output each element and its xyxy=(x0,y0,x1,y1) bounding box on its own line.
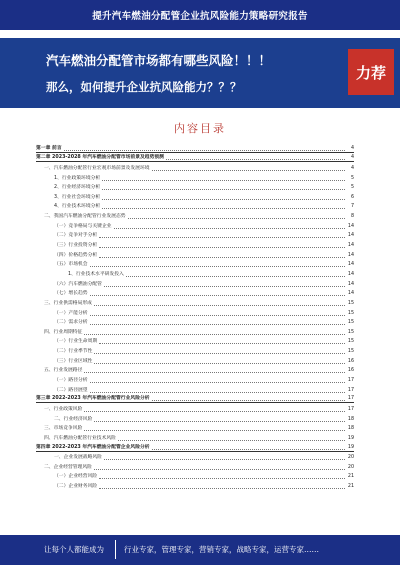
toc-entry-page: 20 xyxy=(347,464,354,470)
toc-entry-label: 四、行业周期特征 xyxy=(44,329,83,335)
toc-leader-dots xyxy=(99,247,345,248)
toc-entry-page: 17 xyxy=(347,387,354,393)
toc-leader-dots xyxy=(94,305,345,306)
toc-entry-label: （一）行业生命周期 xyxy=(54,339,98,345)
toc-leader-dots xyxy=(102,208,345,209)
toc-entry[interactable] xyxy=(36,172,354,182)
toc-entry-page: 14 xyxy=(347,281,354,287)
toc-entry[interactable] xyxy=(36,365,354,375)
toc-entry-label: 一、企业发展战略风险 xyxy=(54,455,102,461)
hero-banner xyxy=(0,38,400,108)
toc-entry-label: 2、行业经济环境分析 xyxy=(54,185,101,191)
toc-entry-page: 17 xyxy=(347,406,354,412)
toc-entry-label: 二、行业经济风险 xyxy=(54,416,93,422)
toc-entry[interactable] xyxy=(36,355,354,365)
toc-entry[interactable] xyxy=(36,259,354,269)
toc-entry[interactable] xyxy=(36,317,354,327)
toc-entry[interactable] xyxy=(36,182,354,192)
toc-entry[interactable] xyxy=(36,345,354,355)
toc-entry[interactable] xyxy=(36,210,354,220)
toc-leader-dots xyxy=(99,257,345,258)
banner-subheadline: 那么，如何提升企业抗风险能力？？？ xyxy=(46,80,242,94)
toc-entry-page: 5 xyxy=(350,175,354,181)
toc-leader-dots xyxy=(118,440,345,441)
toc-entry[interactable] xyxy=(36,442,354,452)
toc-entry[interactable] xyxy=(36,452,354,462)
toc-entry[interactable] xyxy=(36,394,354,404)
toc-entry-page: 15 xyxy=(347,300,354,306)
toc-entry-page: 14 xyxy=(347,243,354,249)
toc-entry[interactable] xyxy=(36,336,354,346)
toc-entry[interactable] xyxy=(36,297,354,307)
toc-entry-page: 20 xyxy=(347,455,354,461)
toc-leader-dots xyxy=(94,469,345,470)
recommend-seal xyxy=(348,49,394,95)
toc-leader-dots xyxy=(99,488,345,489)
toc-leader-dots xyxy=(90,392,345,393)
toc-entry-page: 15 xyxy=(347,349,354,355)
toc-entry-label: （三）行业区域性 xyxy=(54,358,93,364)
toc-entry[interactable] xyxy=(36,220,354,230)
toc-leader-dots xyxy=(94,421,345,422)
toc-leader-dots xyxy=(152,449,345,450)
toc-entry-page: 15 xyxy=(347,339,354,345)
toc-entry-label: （一）产能分析 xyxy=(54,310,88,316)
toc-entry[interactable] xyxy=(36,374,354,384)
toc-entry[interactable] xyxy=(36,384,354,394)
toc-entry-page: 6 xyxy=(350,194,354,200)
toc-entry-label: 第三章 2022-2023 年汽车燃油分配管行业风险分析 xyxy=(36,396,150,402)
toc-entry[interactable] xyxy=(36,432,354,442)
toc-leader-dots xyxy=(84,334,345,335)
toc-entry-label: （一）竞争格局与关键企业 xyxy=(54,223,112,229)
toc-entry-page: 14 xyxy=(347,271,354,277)
toc-entry-page: 17 xyxy=(347,378,354,384)
toc-entry-page: 4 xyxy=(350,145,354,151)
toc-entry-label: 第二章 2023-2028 年汽车燃油分配管市场前景及趋势预测 xyxy=(36,155,164,161)
toc-title: 内容目录 xyxy=(174,122,226,135)
toc-entry[interactable] xyxy=(36,471,354,481)
toc-entry-page: 7 xyxy=(350,204,354,210)
toc-leader-dots xyxy=(90,266,345,267)
toc-entry-label: （三）行业投资分析 xyxy=(54,243,98,249)
seal-text: 力荐 xyxy=(355,63,386,82)
toc-leader-dots xyxy=(84,372,345,373)
footer-roles: 行业专家，管理专家，营销专家，战略专家，运营专家…… xyxy=(124,545,319,554)
toc-entry[interactable] xyxy=(36,413,354,423)
toc-leader-dots xyxy=(126,276,345,277)
toc-leader-dots xyxy=(166,159,345,160)
toc-leader-dots xyxy=(104,286,345,287)
toc-leader-dots xyxy=(90,382,345,383)
toc-leader-dots xyxy=(99,237,345,238)
toc-entry-page: 8 xyxy=(350,214,354,220)
toc-leader-dots xyxy=(84,411,345,412)
toc-entry[interactable] xyxy=(36,423,354,433)
toc-entry-label: 四、汽车燃油分配管行业技术风险 xyxy=(44,435,116,441)
toc-entry[interactable] xyxy=(36,403,354,413)
report-title-bar xyxy=(0,0,400,30)
report-title: 提升汽车燃油分配管企业抗风险能力策略研究报告 xyxy=(92,11,308,22)
toc-leader-dots xyxy=(152,400,345,401)
toc-entry-label: 4、行业技术环境分析 xyxy=(54,204,101,210)
toc-entry-page: 15 xyxy=(347,320,354,326)
toc-entry-label: （一）企业经营风险 xyxy=(54,474,98,480)
toc-entry-page: 19 xyxy=(347,435,354,441)
toc-entry[interactable] xyxy=(36,480,354,490)
toc-entry[interactable] xyxy=(36,249,354,259)
toc-entry[interactable] xyxy=(36,461,354,471)
toc-entry-label: （二）竞争对手分析 xyxy=(54,233,98,239)
toc-entry-label: 一、汽车燃油分配管行业宏观市场前景及发展环境 xyxy=(44,165,150,171)
toc-entry-label: （六）汽车燃油分配管 xyxy=(54,281,102,287)
toc-entry-label: （二）需求分析 xyxy=(54,320,88,326)
toc-entry-label: （七）增长趋势 xyxy=(54,291,88,297)
toc-entry-label: 二、企业经营管理风险 xyxy=(44,464,92,470)
toc-entry-page: 4 xyxy=(350,155,354,161)
toc-leader-dots xyxy=(102,189,345,190)
toc-entry[interactable] xyxy=(36,239,354,249)
toc-entry-page: 14 xyxy=(347,233,354,239)
toc-entry[interactable] xyxy=(36,201,354,211)
toc-entry-label: 一、行业政策风险 xyxy=(44,406,83,412)
toc-entry-label: 第四章 2022-2023 年汽车燃油分配管企业风险分析 xyxy=(36,444,150,450)
toc-entry[interactable] xyxy=(36,307,354,317)
toc-entry[interactable] xyxy=(36,278,354,288)
toc-entry-page: 14 xyxy=(347,252,354,258)
toc-leader-dots xyxy=(94,363,345,364)
toc-leader-dots xyxy=(128,218,345,219)
toc-entry-page: 14 xyxy=(347,223,354,229)
toc-leader-dots xyxy=(99,478,345,479)
toc-entry-label: 1、行业技术水平研发投入 xyxy=(68,271,124,277)
toc-entry[interactable] xyxy=(36,162,354,172)
toc-entry-page: 14 xyxy=(347,291,354,297)
footer-bar xyxy=(0,535,400,565)
toc-entry-label: 二、我国汽车燃油分配管行业发展态势 xyxy=(44,214,126,220)
toc-leader-dots xyxy=(114,228,345,229)
toc-leader-dots xyxy=(90,315,345,316)
toc-entry-page: 16 xyxy=(347,368,354,374)
toc-entry-label: 五、行业发展路径 xyxy=(44,368,83,374)
toc-entry[interactable] xyxy=(36,288,354,298)
toc-entry-label: （二）行业季节性 xyxy=(54,349,93,355)
toc-entry-label: 3、行业社会环境分析 xyxy=(54,194,101,200)
toc-entry[interactable] xyxy=(36,326,354,336)
toc-entry[interactable] xyxy=(36,268,354,278)
toc-entry-page: 19 xyxy=(347,444,354,450)
toc-leader-dots xyxy=(99,343,345,344)
table-of-contents xyxy=(36,143,354,490)
toc-entry-label: （一）路径分析 xyxy=(54,378,88,384)
toc-entry-page: 18 xyxy=(347,426,354,432)
toc-entry-label: 三、市场竞争风险 xyxy=(44,426,83,432)
toc-entry-page: 18 xyxy=(347,416,354,422)
toc-entry-page: 16 xyxy=(347,358,354,364)
toc-entry-label: （二）路径展望 xyxy=(54,387,88,393)
toc-entry-label: （五）市场机会 xyxy=(54,262,88,268)
toc-entry-page: 14 xyxy=(347,262,354,268)
toc-entry-page: 17 xyxy=(347,396,354,402)
banner-headline: 汽车燃油分配管市场都有哪些风险！！！ xyxy=(46,53,272,68)
toc-leader-dots xyxy=(104,459,345,460)
toc-leader-dots xyxy=(152,170,345,171)
toc-leader-dots xyxy=(102,180,345,181)
toc-entry-page: 5 xyxy=(350,185,354,191)
toc-entry-label: 三、行业供需格局形成 xyxy=(44,300,92,306)
toc-leader-dots xyxy=(94,353,345,354)
toc-leader-dots xyxy=(102,199,345,200)
toc-entry-label: 第一章 前言 xyxy=(36,145,62,151)
toc-leader-dots xyxy=(64,150,345,151)
footer-divider xyxy=(115,540,116,559)
toc-entry[interactable] xyxy=(36,153,354,163)
toc-entry[interactable] xyxy=(36,143,354,153)
footer-lead: 让每个人都能成为 xyxy=(44,545,104,554)
toc-leader-dots xyxy=(84,430,345,431)
toc-entry[interactable] xyxy=(36,191,354,201)
toc-entry-page: 21 xyxy=(347,484,354,490)
toc-entry-label: （二）企业财务风险 xyxy=(54,484,98,490)
toc-entry-label: （四）价格趋势分析 xyxy=(54,252,98,258)
toc-leader-dots xyxy=(90,295,345,296)
toc-leader-dots xyxy=(90,324,345,325)
toc-entry-page: 15 xyxy=(347,310,354,316)
toc-entry-page: 4 xyxy=(350,165,354,171)
toc-entry-page: 21 xyxy=(347,474,354,480)
toc-entry-label: 1、行业政策环境分析 xyxy=(54,175,101,181)
toc-entry-page: 15 xyxy=(347,329,354,335)
toc-entry[interactable] xyxy=(36,230,354,240)
